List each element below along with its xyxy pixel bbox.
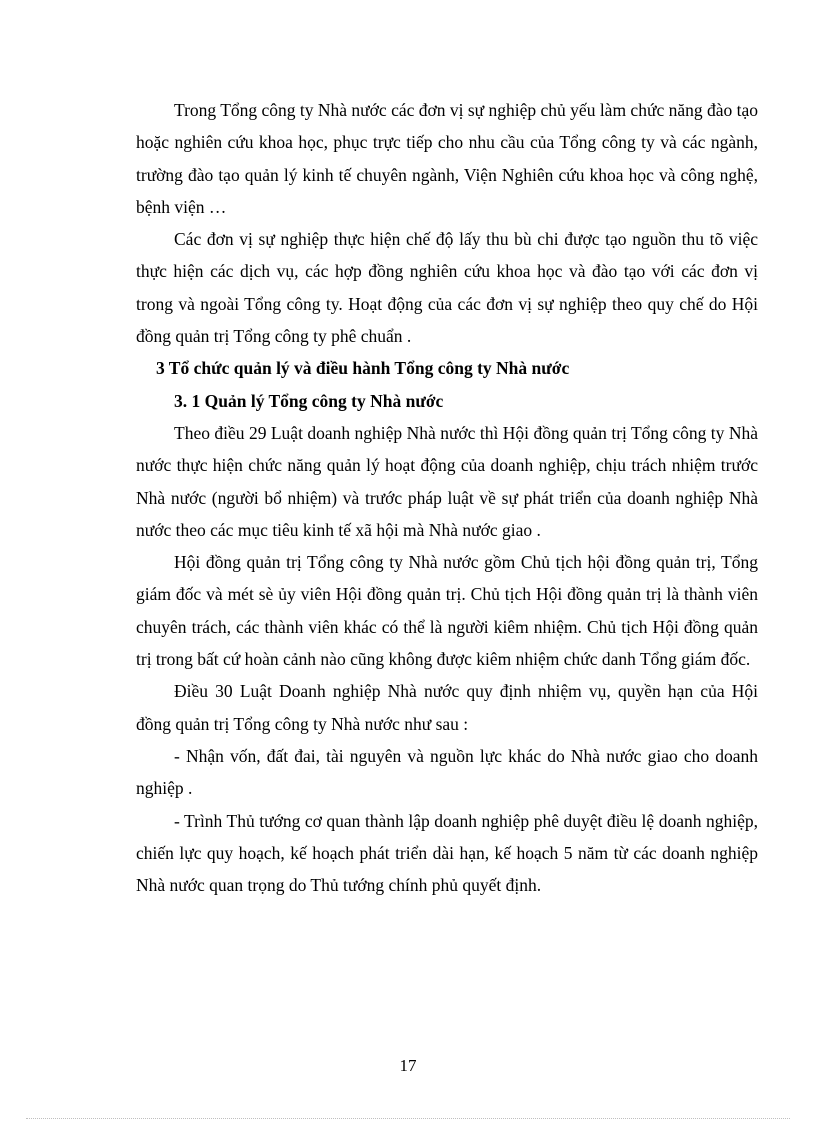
paragraph-3: Theo điều 29 Luật doanh nghiệp Nhà nước thì Hội đồng quản trị Tổng công ty Nhà nước thực hiện chức năng quản lý hoạt động của doanh nghiệp, chịu trách nhiệm trước Nhà nước (người bổ nhiệm) và trước pháp luật về sự phát triển của doanh nghiệp Nhà nước theo các mục tiêu kinh tế xã hội mà Nhà nước giao .	[136, 422, 758, 540]
paragraph-4: Hội đồng quản trị Tổng công ty Nhà nước gồm Chủ tịch hội đồng quản trị, Tổng giám đốc và mét sè ủy viên Hội đồng quản trị. Chủ tịch Hội đồng quản trị là thành viên chuyên trách, các thành viên khác có thể là người kiêm nhiệm. Chủ tịch Hội đồng quản trị trong bất cứ hoàn cảnh nào cũng không được kiêm nhiệm chức danh Tổng giám đốc.	[136, 552, 758, 670]
paragraph-5: Điều 30 Luật Doanh nghiệp Nhà nước quy định nhiệm vụ, quyền hạn của Hội đồng quản trị Tổng công ty Nhà nước như sau :	[136, 681, 758, 734]
bullet-item-2: - Trình Thủ tướng cơ quan thành lập doanh nghiệp phê duyệt điều lệ doanh nghiệp, chiến lực quy hoạch, kế hoạch phát triển dài hạn, kế hoạch 5 năm từ các doanh nghiệp Nhà nước quan trọng do Thủ tướng chính phủ quyết định.	[136, 810, 758, 896]
page-number: 17	[399, 1056, 417, 1075]
body-text	[136, 94, 758, 901]
footer-divider	[26, 1118, 790, 1119]
paragraph-2: Các đơn vị sự nghiệp thực hiện chế độ lấy thu bù chi được tạo nguồn thu tõ việc thực hiện các dịch vụ, các hợp đồng nghiên cứu khoa học và đào tạo với các đơn vị trong và ngoài Tổng công ty. Hoạt động của các đơn vị sự nghiệp theo quy chế do Hội đồng quản trị Tổng công ty phê chuẩn .	[136, 229, 758, 347]
subsection-heading-3-1: 3. 1 Quản lý Tổng công ty Nhà nước	[174, 390, 444, 411]
paragraph-1: Trong Tổng công ty Nhà nước các đơn vị sự nghiệp chủ yếu làm chức năng đào tạo hoặc nghiên cứu khoa học, phục trực tiếp cho nhu cầu của Tổng công ty và các ngành, trường đào tạo quản lý kinh tế chuyên ngành, Viện Nghiên cứu khoa học và công nghệ, bệnh viện …	[136, 100, 758, 217]
section-heading-3: 3 Tổ chức quản lý và điều hành Tổng công ty Nhà nước	[156, 358, 570, 379]
bullet-item-1: - Nhận vốn, đất đai, tài nguyên và nguồn lực khác do Nhà nước giao cho doanh nghiệp .	[136, 745, 758, 799]
